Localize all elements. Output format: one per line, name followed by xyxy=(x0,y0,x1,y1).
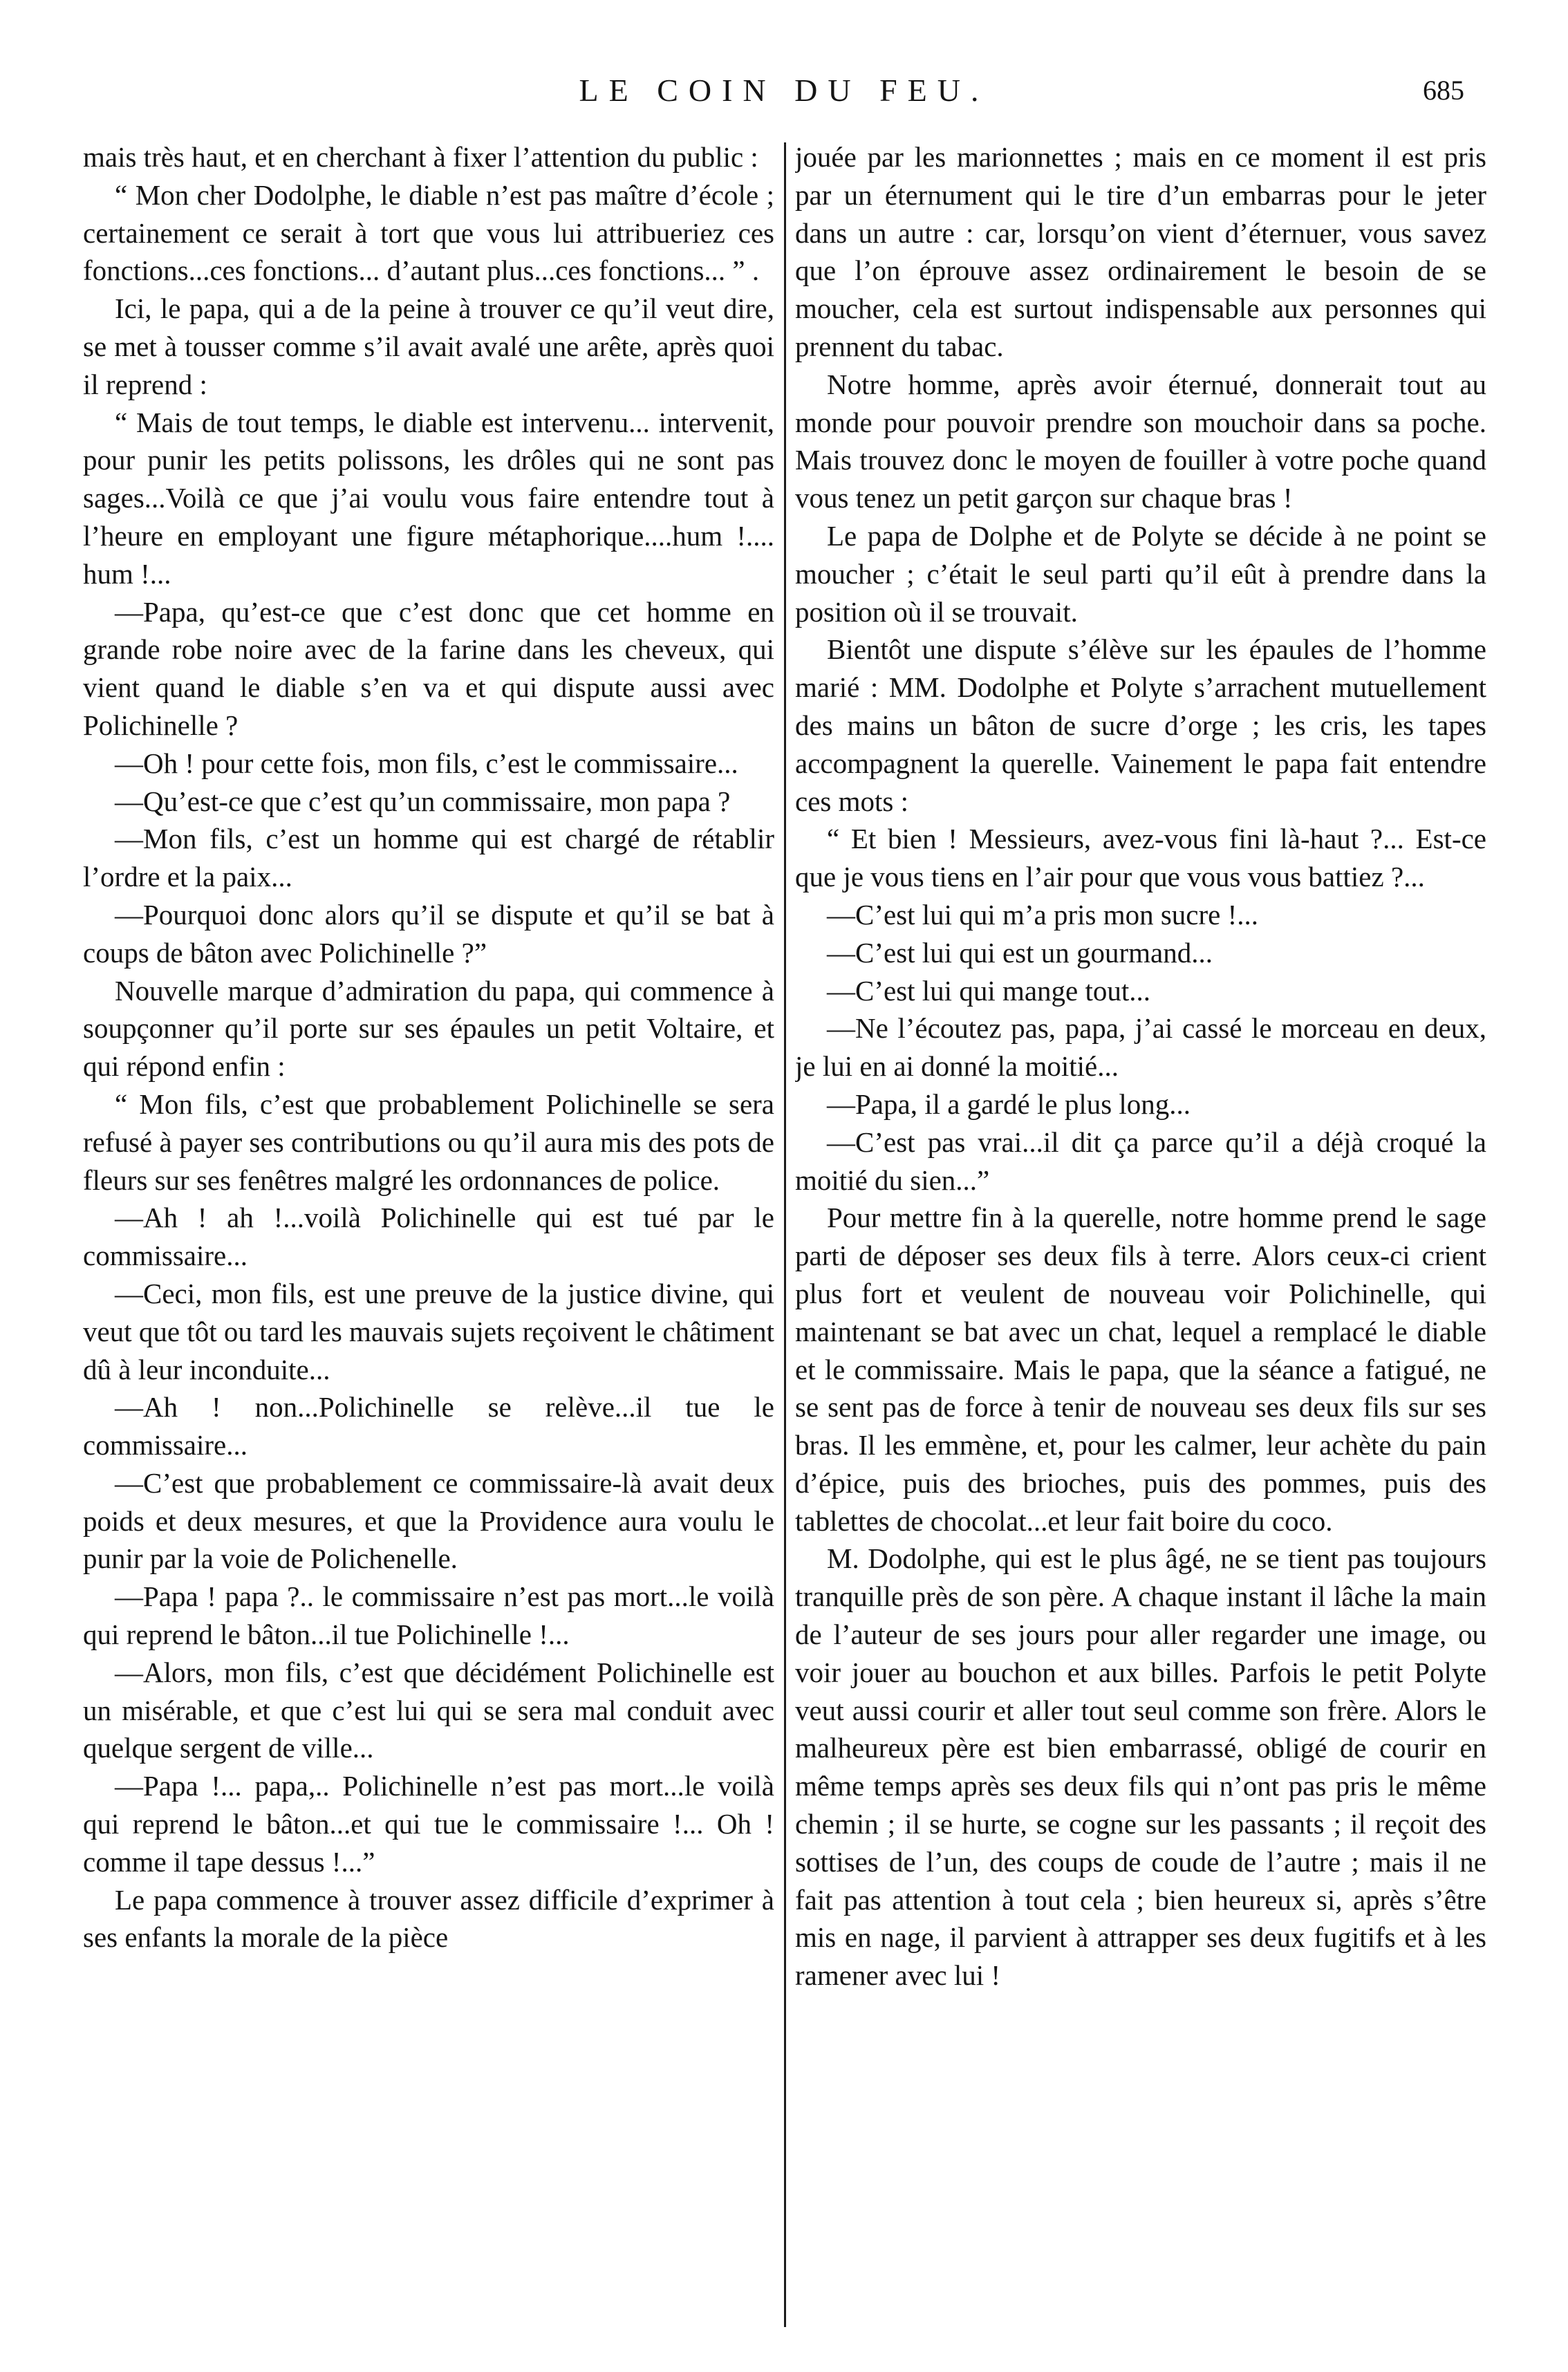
paragraph: Bientôt une dispute s’élève sur les épaules de l’homme marié : MM. Dodolphe et Polyte s’arrachent mutuellement des mains un bâton de sucre d’orge ; les cris, les tapes accompagnent la querelle. Vainement le papa fait entendre ces mots : xyxy=(795,633,1486,817)
paragraph: —Ah ! ah !...voilà Polichinelle qui est tué par le commissaire... xyxy=(83,1202,774,1272)
paragraph: Nouvelle marque d’admiration du papa, qui commence à soupçonner qu’il porte sur ses épaules un petit Voltaire, et qui répond enfin : xyxy=(83,974,774,1083)
page-number: 685 xyxy=(1423,75,1464,106)
paragraph: —Mon fils, c’est un homme qui est chargé de rétablir l’ordre et la paix... xyxy=(83,823,774,893)
paragraph: mais très haut, et en cherchant à fixer l’attention du public : xyxy=(83,141,758,173)
paragraph: —Papa, qu’est-ce que c’est donc que cet homme en grande robe noire avec de la farine dans les cheveux, qui vient quand le diable s’en va et qui dispute aussi avec Polichinelle ? xyxy=(83,595,774,741)
paragraph: —C’est pas vrai...il dit ça parce qu’il a déjà croqué la moitié du sien...” xyxy=(795,1126,1486,1196)
paragraph: “ Mon cher Dodolphe, le diable n’est pas maître d’école ; certainement ce serait à tort que vous lui attribueriez ces fonctions...ces fonctions... d’autant plus...ces fonctions... ” . xyxy=(83,178,774,287)
paragraph: —Papa, il a gardé le plus long... xyxy=(827,1087,1191,1120)
paragraph: —C’est lui qui m’a pris mon sucre !... xyxy=(827,898,1259,931)
paragraph: Pour mettre fin à la querelle, notre homme prend le sage parti de déposer ses deux fils à terre. Alors ceux-ci crient plus fort et veulent de nouveau voir Polichinelle, qui maintenant se bat avec un chat, lequel a remplacé le diable et le commissaire. Mais le papa, que la séance a fatigué, ne se sent pas de force à tenir de nouveau ses deux fils sur ses bras. Il les emmène, et, pour les calmer, leur achète du pain d’épice, puis des brioches, puis des pommes, puis des tablettes de chocolat...et leur fait boire du coco. xyxy=(795,1202,1486,1537)
paragraph: —Ceci, mon fils, est une preuve de la justice divine, qui veut que tôt ou tard les mauvais sujets reçoivent le châtiment dû à leur inconduite... xyxy=(83,1277,774,1385)
paragraph: “ Mais de tout temps, le diable est intervenu... intervenit, pour punir les petits polissons, les drôles qui ne sont pas sages...Voilà ce que j’ai voulu vous faire entendre tout à l’heure en employant une figure métaphorique....hum !.... hum !... xyxy=(83,406,774,590)
paragraph: —Qu’est-ce que c’est qu’un commissaire, mon papa ? xyxy=(115,785,731,817)
paragraph: —Alors, mon fils, c’est que décidément Polichinelle est un misérable, et que c’est lui qui se sera mal conduit avec quelque sergent de ville... xyxy=(83,1656,774,1764)
running-title: LE COIN DU FEU. xyxy=(579,73,989,108)
paragraph: “ Mon fils, c’est que probablement Polichinelle se sera refusé à payer ses contributions ou qu’il aura mis des pots de fleurs sur ses fenêtres malgré les ordonnances de police. xyxy=(83,1087,774,1196)
paragraph: —Oh ! pour cette fois, mon fils, c’est le commissaire... xyxy=(115,747,738,779)
paragraph: jouée par les marionnettes ; mais en ce moment il est pris par un éternument qui le tire d’un embarras pour le jeter dans un autre : car, lorsqu’on vient d’éternuer, vous savez que l’on éprouve assez ordinairement le besoin de se moucher, cela est surtout indispensable aux personnes qui prennent du tabac. xyxy=(795,141,1486,362)
paragraph: —Ne l’écoutez pas, papa, j’ai cassé le morceau en deux, je lui en ai donné la moitié... xyxy=(795,1012,1486,1083)
paragraph: Ici, le papa, qui a de la peine à trouver ce qu’il veut dire, se met à tousser comme s’il avait avalé une arête, après quoi il reprend : xyxy=(83,292,774,400)
running-header xyxy=(83,66,1485,115)
paragraph: —Ah ! non...Polichinelle se relève...il tue le commissaire... xyxy=(83,1391,774,1462)
paragraph: M. Dodolphe, qui est le plus âgé, ne se tient pas toujours tranquille près de son père. A chaque instant il lâche la main de l’auteur de ses jours pour aller regarder une image, ou voir jouer au bouchon et aux billes. Parfois le petit Polyte veut aussi courir et aller tout seul comme son frère. Alors le malheureux père est bien embarrassé, obligé de courir en même temps après ses deux fils qui n’ont pas pris le même chemin ; il se hurte, se cogne sur les passants ; il reçoit des sottises de l’un, des coups de coude de l’autre ; mais il ne fait pas attention à tout cela ; bien heureux si, après s’être mis en nage, il parvient à attrapper ses deux fugitifs et à les ramener avec lui ! xyxy=(795,1542,1486,1992)
column-divider xyxy=(784,142,786,2327)
paragraph: Le papa de Dolphe et de Polyte se décide à ne point se moucher ; c’était le seul parti qu’il eût à prendre dans la position où il se trouvait. xyxy=(795,519,1486,628)
paragraph: Le papa commence à trouver assez difficile d’exprimer à ses enfants la morale de la pièce xyxy=(83,1883,774,1954)
paragraph: —C’est lui qui est un gourmand... xyxy=(827,936,1213,969)
paragraph: —Pourquoi donc alors qu’il se dispute et qu’il se bat à coups de bâton avec Polichinelle ?” xyxy=(83,898,774,969)
paragraph: —Papa ! papa ?.. le commissaire n’est pas mort...le voilà qui reprend le bâton...il tue Polichinelle !... xyxy=(83,1580,774,1651)
paragraph: “ Et bien ! Messieurs, avez-vous fini là-haut ?... Est-ce que je vous tiens en l’air pour que vous vous battiez ?... xyxy=(795,823,1486,893)
paragraph: —Papa !... papa,.. Polichinelle n’est pas mort...le voilà qui reprend le bâton...et qui tue le commissaire !... Oh ! comme il tape dessus !...” xyxy=(83,1770,774,1878)
paragraph: —C’est lui qui mange tout... xyxy=(827,974,1151,1007)
paragraph: —C’est que probablement ce commissaire-là avait deux poids et deux mesures, et que la Providence aura voulu le punir par la voie de Polichenelle. xyxy=(83,1466,774,1575)
text-columns xyxy=(83,138,1486,2337)
paragraph: Notre homme, après avoir éternué, donnerait tout au monde pour pouvoir prendre son mouchoir dans sa poche. Mais trouvez donc le moyen de fouiller à votre poche quand vous tenez un petit garçon sur chaque bras ! xyxy=(795,368,1486,514)
left-column xyxy=(83,138,774,2337)
right-column xyxy=(795,138,1486,2337)
